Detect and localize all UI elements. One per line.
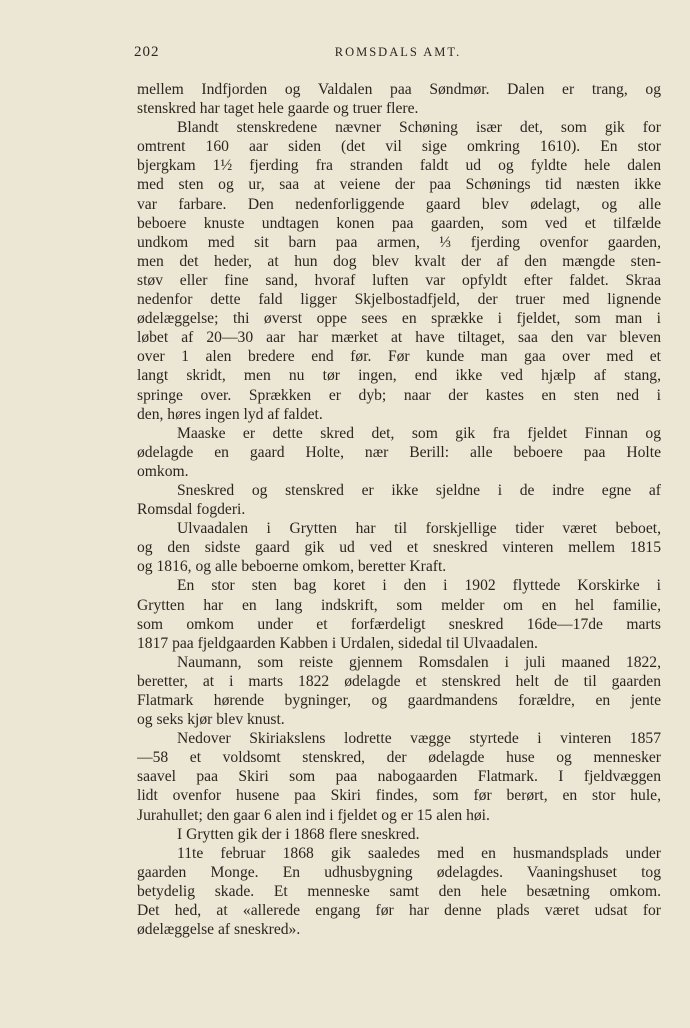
text-line: Naumann, som reiste gjennem Romsdalen i juli maaned 1822, xyxy=(177,653,661,671)
text-line: som omkom under et forfærdeligt sneskred 16de—17de marts xyxy=(137,615,661,633)
page-number: 202 xyxy=(134,44,160,60)
text-line: beboere knuste undtagen konen paa gaarden, som ved et tilfælde xyxy=(137,214,661,232)
text-line: Ulvaadalen i Grytten har til forskjellige tider været beboet, xyxy=(177,520,661,538)
running-title: ROMSDALS AMT. xyxy=(334,45,462,59)
body-text xyxy=(137,80,661,939)
text-line: Jurahullet; den gaar 6 alen ind i fjeldet og er 15 alen høi. xyxy=(137,806,490,824)
text-line: Blandt stenskredene nævner Schøning især det, som gik for xyxy=(177,119,661,137)
text-line: Maaske er dette skred det, som gik fra fjeldet Finnan og xyxy=(177,424,661,442)
text-line: over 1 alen bredere end før. Før kunde man gaa over med et xyxy=(137,348,661,366)
text-line: ødelæggelse; thi øverst oppe sees en sprække i fjeldet, som man i xyxy=(137,310,661,328)
text-line: langt skridt, men nu tør ingen, end ikke ved hjælp af stang, xyxy=(137,367,661,385)
text-line: 11te februar 1868 gik saaledes med en husmandsplads under xyxy=(177,844,661,862)
text-line: Nedover Skiriakslens lodrette vægge styrtede i vinteren 1857 xyxy=(177,730,661,748)
text-line: ødelagde en gaard Holte, nær Berill: alle beboere paa Holte xyxy=(137,443,661,461)
text-line: springe over. Sprækken er dyb; naar der kastes en sten ned i xyxy=(137,386,661,404)
text-line: og seks kjør blev knust. xyxy=(137,711,285,729)
text-line: undkom med sit barn paa armen, ⅓ fjerding ovenfor gaarden, xyxy=(137,233,661,251)
text-line: med sten og ur, saa at veiene der paa Schønings tid næsten ikke xyxy=(137,176,661,194)
text-line: Flatmark hørende bygninger, og gaardmandens forældre, en jente xyxy=(137,692,661,709)
text-line: 1817 paa fjeldgaarden Kabben i Urdalen, sidedal til Ulvaadalen. xyxy=(137,634,538,652)
text-line: Romsdal fogderi. xyxy=(137,501,246,519)
text-line: Sneskred og stenskred er ikke sjeldne i de indre egne af xyxy=(177,481,661,499)
text-line: løbet af 20—30 aar har mærket at have tiltaget, saa den var bleven xyxy=(137,329,661,347)
text-line: Grytten har en lang indskrift, som melder om en hel familie, xyxy=(137,596,661,614)
text-line: saavel paa Skiri som paa nabogaarden Flatmark. I fjeldvæggen xyxy=(137,768,661,786)
text-line: Det hed, at «allerede engang før har denne plads været udsat for xyxy=(137,902,661,920)
text-line: ødelæggelse af sneskred». xyxy=(137,921,301,939)
text-line: og 1816, og alle beboerne omkom, beretter Kraft. xyxy=(137,558,447,576)
text-line: stenskred har taget hele gaarde og truer flere. xyxy=(137,100,419,118)
text-line: omtrent 160 aar siden (det vil sige omkring 1610). En stor xyxy=(137,138,661,156)
text-line: var farbare. Den nedenforliggende gaard blev ødelagt, og alle xyxy=(137,195,661,213)
text-line: og den sidste gaard gik ud ved et sneskred vinteren mellem 1815 xyxy=(137,539,661,557)
text-line: betydelig skade. Et menneske samt den hele besætning omkom. xyxy=(137,882,661,900)
text-line: En stor sten bag koret i den i 1902 flyttede Korskirke i xyxy=(177,577,661,595)
text-line: I Grytten gik der i 1868 flere sneskred. xyxy=(177,825,420,843)
text-line: —58 et voldsomt stenskred, der ødelagde huse og mennesker xyxy=(137,749,661,767)
text-line: den, høres ingen lyd af faldet. xyxy=(137,405,323,423)
text-line: lidt ovenfor husene paa Skiri findes, som før berørt, en stor hule, xyxy=(137,787,661,805)
text-line: gaarden Monge. En udhusbygning ødelagdes. Vaaningshuset tog xyxy=(137,863,661,881)
text-line: mellem Indfjorden og Valdalen paa Søndmør. Dalen er trang, og xyxy=(137,81,661,98)
text-line: men det heder, at hun dog blev kvalt der af den mængde sten- xyxy=(137,252,661,270)
text-line: nedenfor dette fald ligger Skjelbostadfjeld, der truer med lignende xyxy=(137,291,661,309)
text-line: beretter, at i marts 1822 ødelagde et stenskred helt de til gaarden xyxy=(137,672,661,690)
text-line: bjergkam 1½ fjerding fra stranden faldt ud og fyldte hele dalen xyxy=(137,157,661,175)
text-line: omkom. xyxy=(137,462,189,480)
text-line: støv eller fine sand, hvoraf luften var opfyldt efter faldet. Skraa xyxy=(137,271,661,289)
page-header xyxy=(134,44,662,64)
